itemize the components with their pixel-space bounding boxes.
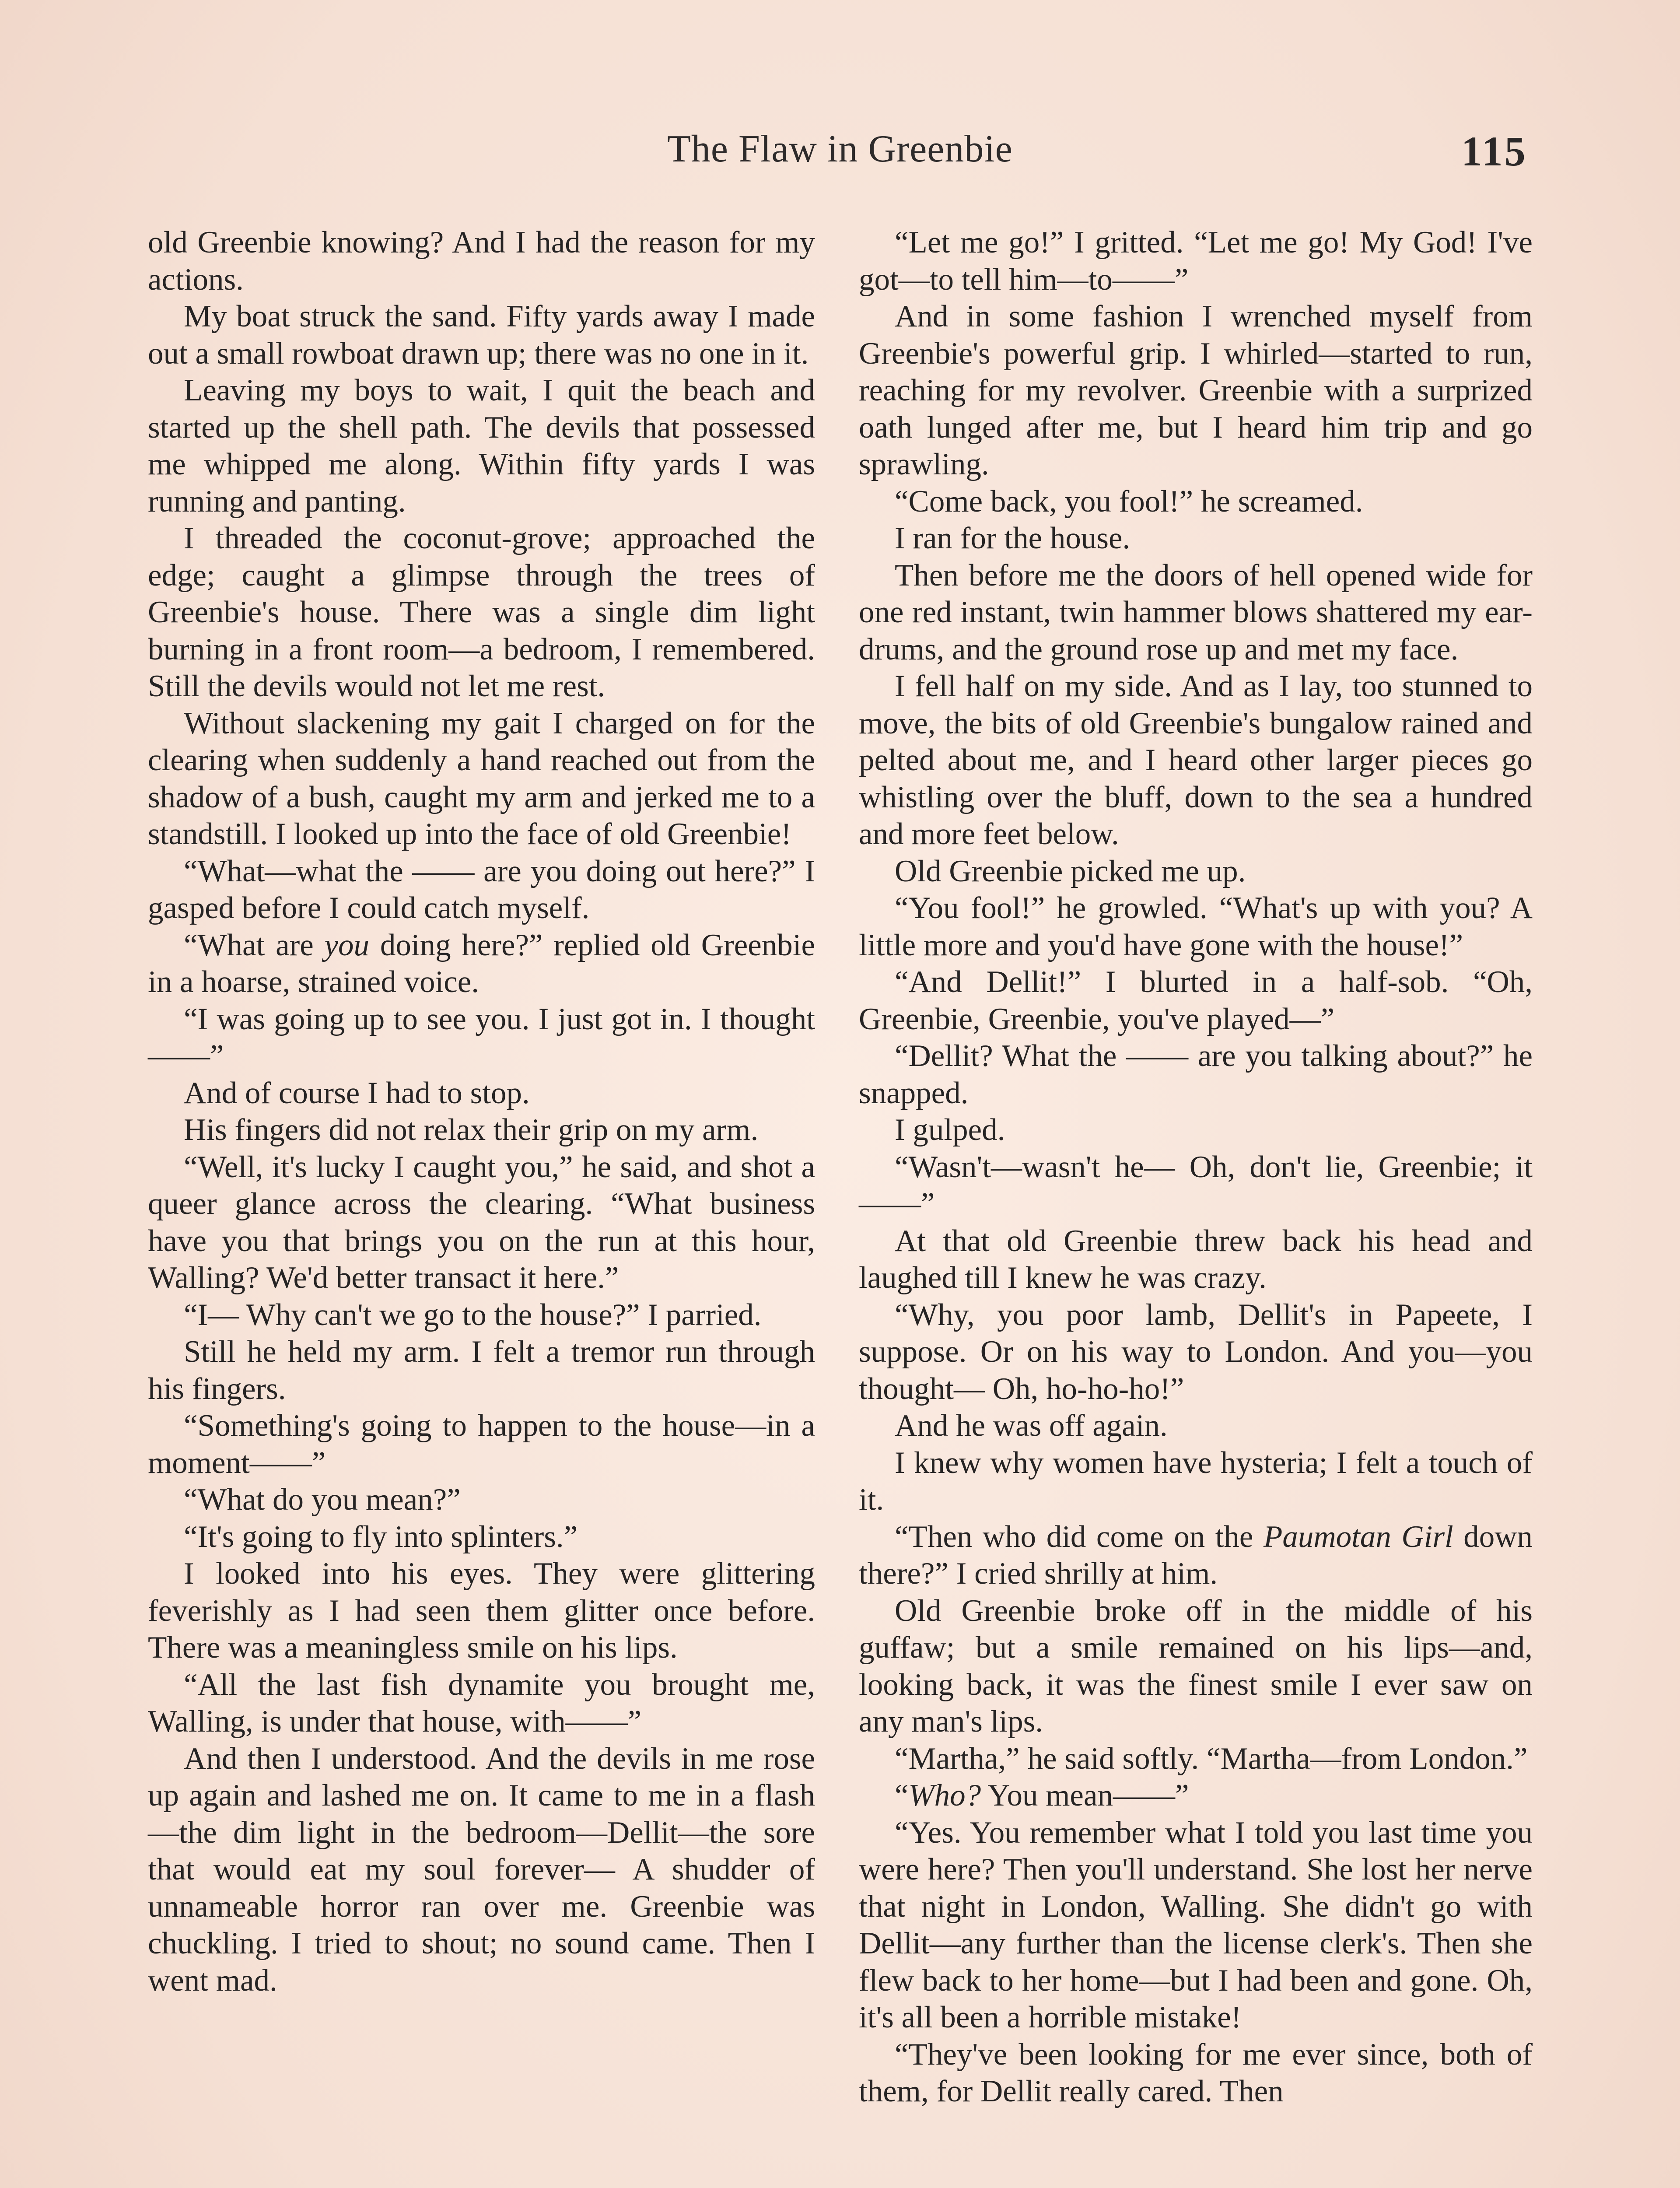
paragraph: And he was off again.	[895, 1409, 1168, 1443]
paragraph: And then I understood. And the devils in me rose up again and lashed me on. It came to me in a flash—the dim light in the bedroom—Dellit—the sore that would eat my soul forever— A shudder of unnameable horror ran over me. Greenbie was chuckling. I tried to shout; no sound came. Then I went mad.	[148, 1741, 815, 1998]
paragraph: I fell half on my side. And as I lay, too stunned to move, the bits of old Greenbie's bungalow rained and pelted about me, and I heard other larger pieces go whistling over the bluff, down to the sea a hundred and more feet below.	[859, 669, 1533, 851]
paragraph: “It's going to fly into splinters.”	[184, 1519, 578, 1554]
paragraph: Old Greenbie picked me up.	[895, 854, 1246, 888]
paragraph: “Come back, you fool!” he screamed.	[895, 484, 1363, 519]
paragraph: At that old Greenbie threw back his head and laughed till I knew he was crazy.	[859, 1224, 1533, 1295]
paragraph: “Why, you poor lamb, Dellit's in Papeete, I suppose. Or on his way to London. And you—you thought— Oh, ho-ho-ho!”	[859, 1297, 1533, 1406]
paragraph: And of course I had to stop.	[184, 1076, 530, 1110]
paragraph: “Wasn't—wasn't he— Oh, don't lie, Greenbie; it——”	[859, 1150, 1533, 1221]
paragraph: “I— Why can't we go to the house?” I parried.	[184, 1297, 762, 1332]
paragraph: “Dellit? What the —— are you talking about?” he snapped.	[859, 1039, 1533, 1110]
paragraph: Leaving my boys to wait, I quit the beach and started up the shell path. The devils that possessed me whipped me along. Within fifty yards I was running and panting.	[148, 373, 815, 519]
paragraph: “Well, it's lucky I caught you,” he said, and shot a queer glance across the clearing. “What business have you that brings you on the run at this hour, Walling? We'd better transact it here.”	[148, 1150, 815, 1295]
paragraph: I ran for the house.	[895, 521, 1130, 555]
paragraph: “Then who did come on the Paumotan Girl down there?” I cried shrilly at him.	[859, 1519, 1533, 1591]
right-text-column	[859, 224, 1533, 2110]
paragraph: “Who? You mean——”	[895, 1778, 1189, 1813]
paragraph: And in some fashion I wrenched myself from Greenbie's powerful grip. I whirled—started to run, reaching for my revolver. Greenbie with a surprized oath lunged after me, but I heard him trip and go sprawling.	[859, 299, 1533, 481]
paragraph: “Martha,” he said softly. “Martha—from London.”	[895, 1741, 1528, 1776]
page-number: 115	[1461, 128, 1527, 175]
paragraph: “You fool!” he growled. “What's up with you? A little more and you'd have gone with the house!”	[859, 891, 1533, 962]
paragraph: “All the last fish dynamite you brought me, Walling, is under that house, with——”	[148, 1667, 815, 1739]
paragraph: “Let me go!” I gritted. “Let me go! My God! I've got—to tell him—to——”	[859, 225, 1533, 297]
paragraph: Without slackening my gait I charged on for the clearing when suddenly a hand reached out from the shadow of a bush, caught my arm and jerked me to a standstill. I looked up into the face of old Greenbie!	[148, 706, 815, 851]
paragraph: His fingers did not relax their grip on my arm.	[184, 1113, 759, 1147]
paragraph: “What do you mean?”	[184, 1483, 461, 1517]
paragraph: “And Dellit!” I blurted in a half-sob. “Oh, Greenbie, Greenbie, you've played—”	[859, 965, 1533, 1036]
paragraph: Old Greenbie broke off in the middle of his guffaw; but a smile remained on his lips—and, looking back, it was the finest smile I ever saw on any man's lips.	[859, 1593, 1533, 1739]
paragraph: “Something's going to happen to the house—in a moment——”	[148, 1409, 815, 1480]
paragraph: old Greenbie knowing? And I had the reason for my actions.	[148, 225, 815, 297]
paragraph: “They've been looking for me ever since, both of them, for Dellit really cared. Then	[859, 2037, 1533, 2108]
paragraph: “What are you doing here?” replied old Greenbie in a hoarse, strained voice.	[148, 928, 815, 999]
paragraph: “Yes. You remember what I told you last time you were here? Then you'll understand. She lost her nerve that night in London, Walling. She didn't go with Dellit—any further than the license clerk's. Then she flew back to her home—but I had been and gone. Oh, it's all been a horrible mistake!	[859, 1815, 1533, 2034]
paragraph: I gulped.	[895, 1113, 1005, 1147]
paragraph: “What—what the —— are you doing out here?” I gasped before I could catch myself.	[148, 854, 815, 925]
paragraph: Still he held my arm. I felt a tremor run through his fingers.	[148, 1335, 815, 1406]
paragraph: “I was going up to see you. I just got in. I thought——”	[148, 1002, 815, 1073]
paragraph: I knew why women have hysteria; I felt a touch of it.	[859, 1445, 1533, 1517]
paragraph: My boat struck the sand. Fifty yards away I made out a small rowboat drawn up; there was no one in it.	[148, 299, 815, 371]
paragraph: Then before me the doors of hell opened wide for one red instant, twin hammer blows shattered my ear-drums, and the ground rose up and met my face.	[859, 558, 1533, 666]
left-text-column	[148, 224, 815, 1999]
running-title: The Flaw in Greenbie	[667, 128, 1013, 170]
paragraph: I threaded the coconut-grove; approached the edge; caught a glimpse through the trees of Greenbie's house. There was a single dim light burning in a front room—a bedroom, I remembered. Still the devils would not let me rest.	[148, 521, 815, 703]
paragraph: I looked into his eyes. They were glittering feverishly as I had seen them glitter once before. There was a meaningless smile on his lips.	[148, 1557, 815, 1665]
